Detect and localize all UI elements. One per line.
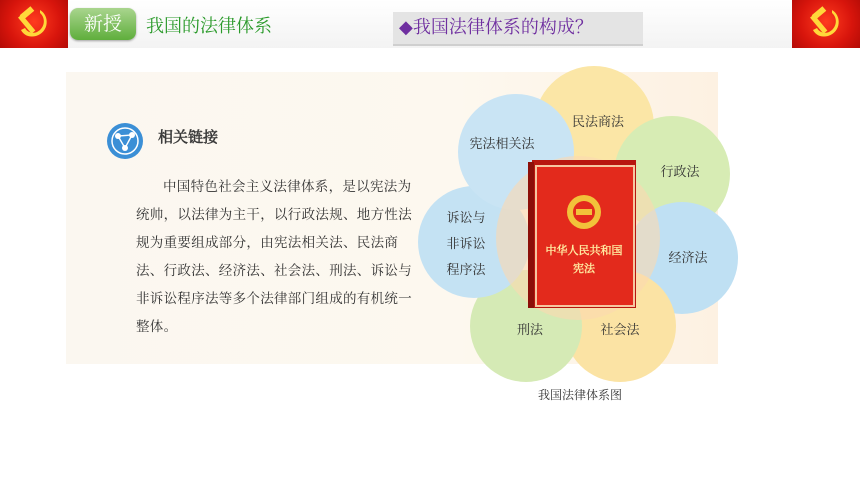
question-text: ◆我国法律体系的构成？ (399, 17, 593, 38)
label-shehui: 社会法 (600, 323, 640, 338)
badge-label: 新授 (83, 13, 122, 35)
law-system-diagram (412, 62, 752, 384)
constitution-book (528, 160, 636, 308)
hammer-sickle-icon (18, 6, 52, 40)
lesson-topic: 我国的法律体系 (146, 16, 272, 37)
diagram-caption: 我国法律体系图 (538, 388, 623, 402)
party-emblem-right (792, 0, 860, 48)
book-title-line1: 中华人民共和国 (545, 244, 623, 257)
new-lesson-badge (70, 8, 136, 40)
label-susong-3: 程序法 (446, 263, 486, 278)
label-susong-2: 非诉讼 (446, 237, 486, 252)
label-xianfa: 宪法相关法 (469, 137, 535, 152)
label-minfa: 民法商法 (571, 115, 625, 130)
label-jingji: 经济法 (668, 251, 708, 266)
label-xingfa: 刑法 (516, 323, 544, 338)
related-link-icon (106, 122, 144, 160)
label-xingzheng: 行政法 (660, 165, 700, 180)
book-title-line2: 宪法 (573, 262, 595, 275)
hammer-sickle-icon (810, 6, 844, 40)
label-susong-1: 诉讼与 (446, 211, 486, 226)
party-emblem-left (0, 0, 68, 48)
related-link-title: 相关链接 (158, 128, 219, 146)
question-box (393, 12, 643, 46)
related-link-paragraph: 中国特色社会主义法律体系，是以宪法为统帅，以法律为主干，以行政法规、地方性法规为重要组成部分，由宪法相关法、民法商法、行政法、经济法、社会法、刑法、诉讼与非诉讼程序法等多个法律部门组成的有机统一整体。 (136, 179, 412, 335)
